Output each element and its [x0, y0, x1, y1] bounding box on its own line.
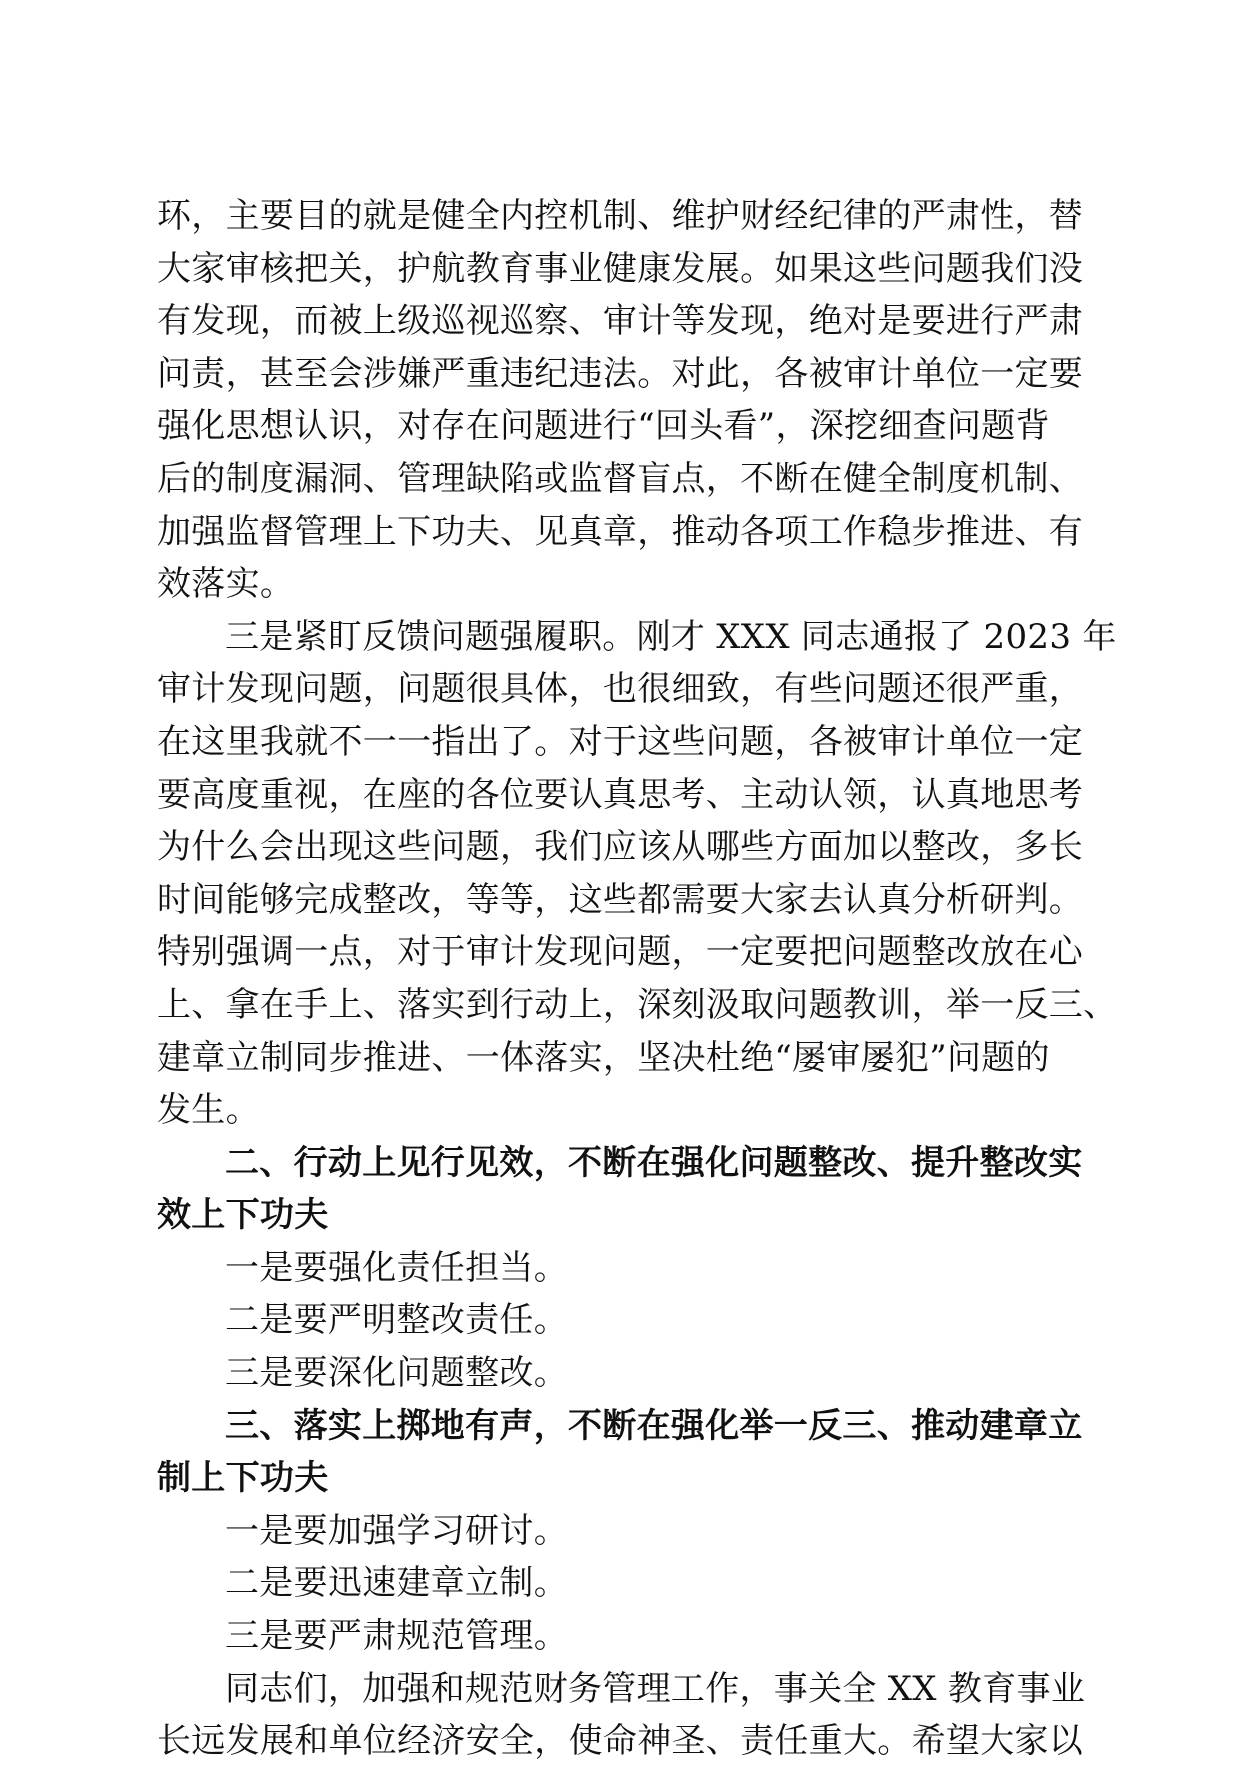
body-line: 加强监督管理上下功夫、见真章，推动各项工作稳步推进、有	[157, 511, 1084, 552]
body-line: 长远发展和单位经济安全，使命神圣、责任重大。希望大家以	[157, 1721, 1084, 1762]
body-line: 审计发现问题，问题很具体，也很细致，有些问题还很严重，	[157, 669, 1084, 710]
document-body	[157, 190, 1118, 1768]
body-line: 建章立制同步推进、一体落实，坚决杜绝“屡审屡犯”问题的	[157, 1037, 1050, 1078]
body-line: 上、拿在手上、落实到行动上，深刻汲取问题教训，举一反三、	[157, 984, 1118, 1025]
section-heading-continued: 制上下功夫	[157, 1458, 329, 1499]
body-line: 环，主要目的就是健全内控机制、维护财经纪律的严肃性，替	[157, 196, 1084, 236]
list-item: 二是要严明整改责任。	[225, 1300, 568, 1341]
list-item: 一是要强化责任担当。	[225, 1247, 568, 1288]
section-heading: 三、落实上掷地有声，不断在强化举一反三、推动建章立	[225, 1405, 1083, 1446]
section-heading: 二、行动上见行见效，不断在强化问题整改、提升整改实	[225, 1142, 1083, 1183]
list-item: 一是要加强学习研讨。	[225, 1510, 568, 1551]
list-item: 三是要深化问题整改。	[225, 1353, 568, 1394]
body-line: 大家审核把关，护航教育事业健康发展。如果这些问题我们没	[157, 248, 1084, 289]
body-line: 效落实。	[157, 564, 295, 605]
body-line: 问责，甚至会涉嫌严重违纪违法。对此，各被审计单位一定要	[157, 353, 1084, 394]
body-line: 要高度重视，在座的各位要认真思考、主动认领，认真地思考	[157, 774, 1084, 815]
list-item: 二是要迅速建章立制。	[225, 1563, 568, 1604]
body-line: 时间能够完成整改，等等，这些都需要大家去认真分析研判。	[157, 879, 1084, 920]
list-item: 三是要严肃规范管理。	[225, 1616, 568, 1657]
body-line: 发生。	[157, 1090, 260, 1131]
paragraph-start-line: 同志们，加强和规范财务管理工作，事关全 XX 教育事业	[225, 1668, 1086, 1709]
body-line: 后的制度漏洞、管理缺陷或监督盲点，不断在健全制度机制、	[157, 458, 1084, 499]
body-line: 特别强调一点，对于审计发现问题，一定要把问题整改放在心	[157, 932, 1084, 973]
body-line: 有发现，而被上级巡视巡察、审计等发现，绝对是要进行严肃	[157, 301, 1084, 342]
paragraph-start-line: 三是紧盯反馈问题强履职。刚才 XXX 同志通报了 2023 年	[225, 616, 1117, 657]
body-line: 强化思想认识，对存在问题进行“回头看”，深挖细查问题背	[157, 406, 1050, 447]
section-heading-continued: 效上下功夫	[157, 1195, 329, 1236]
body-line: 为什么会出现这些问题，我们应该从哪些方面加以整改，多长	[157, 827, 1084, 868]
body-line: 在这里我就不一一指出了。对于这些问题，各被审计单位一定	[157, 721, 1084, 762]
